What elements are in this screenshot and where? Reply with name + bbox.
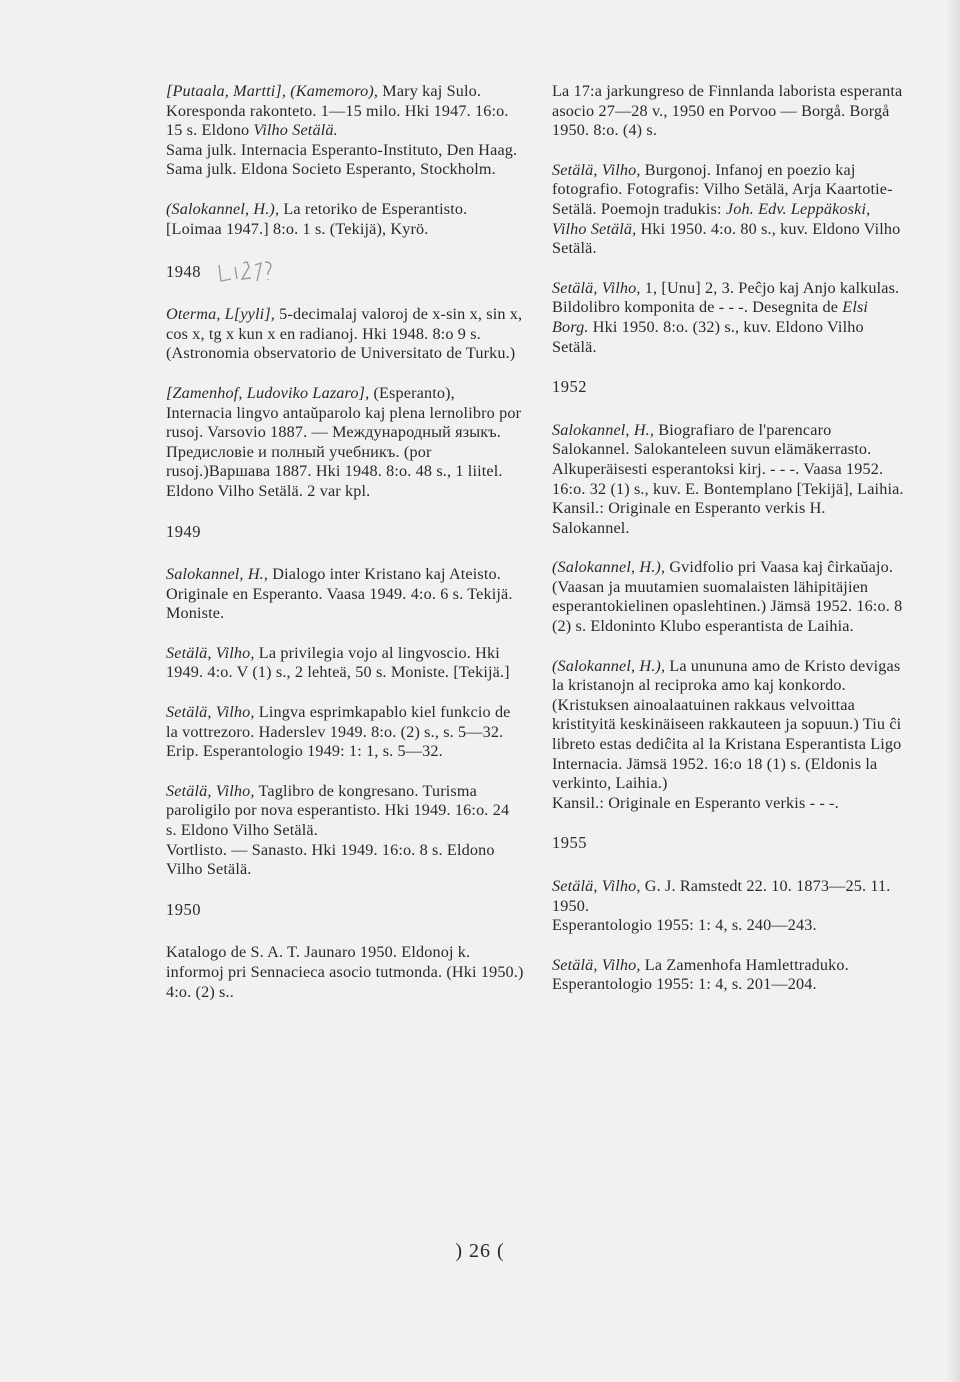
bib-entry — [166, 703, 524, 762]
bib-entry — [166, 782, 524, 880]
bib-entry — [552, 877, 907, 936]
entry-translator: Joh. Edv. Leppäkoski, Vilho Setälä, — [552, 199, 871, 238]
bib-entry — [166, 305, 524, 364]
entry-author: Setälä, Vilho, — [552, 955, 641, 974]
entry-author: Setälä, Vilho, — [552, 278, 641, 297]
year-heading: 1952 — [552, 377, 587, 397]
bib-entry — [166, 384, 524, 502]
entry-author: Setälä, Vilho, — [166, 781, 255, 800]
entry-text: La Zamenhofa Hamlettraduko. — [644, 955, 849, 974]
handwritten-annotation — [215, 259, 275, 285]
entry-text: 1, [Unu] 2, 3. Peĉjo kaj Anjo kalkulas. Bildolibro komponita de - - -. Desegnita de — [552, 278, 900, 317]
entry-text: Hki 1950. 8:o. (32) s., kuv. Eldono Vilho Setälä. — [552, 317, 864, 356]
entry-text: Katalogo de S. A. T. Jaunaro 1950. Eldonoj k. informoj pri Sennacieca asocio tutmonda. (Hki 1950.) 4:o. (2) s.. — [166, 943, 524, 1001]
entry-illustrator: Elsi Borg. — [552, 298, 869, 336]
entry-text: 5-decimalaj valoroj de x-sin x, sin x, cos x, tg x kun x en radianoj. Hki 1948. 8:o 9 s. (Astronomia observatorio de Universitato de Turku.) — [166, 305, 523, 363]
entry-text: Mary kaj Sulo. Koresponda rakonteto. 1—15 milo. Hki 1947. 16:o. 15 s. Eldono — [166, 82, 509, 140]
entry-note: Esperantologio 1955: 1: 4, s. 201—204. — [552, 975, 817, 994]
entry-author: Salokannel, H., — [552, 420, 655, 439]
entry-author: (Salokannel, H.), — [552, 656, 666, 675]
entry-text: La unununa amo de Kristo devigas la kristanojn al reciproka amo kaj konkordo. (Kristuksen ainoalaatuinen rakkaus velvoittaa kristityitä keskinäiseen rakkauteen ja sopuun.) Tiu ĉi libreto estas dediĉita al la Kristana Esperantista Ligo Internacia. Jämsä 1952. 16:o 18 (1) s. (Eldonis la verkinto, Laihia.) — [552, 656, 902, 793]
entry-text: Burgonoj. Infanoj en poezio kaj fotografio. Fotografis: Vilho Setälä, Arja Kaartotie-Setälä. Poemojn tradukis: — [552, 160, 893, 218]
entry-author: [Putaala, Martti], (Kamemoro), — [166, 82, 379, 100]
entry-note: Vortlisto. — Sanasto. Hki 1949. 16:o. 8 s. Eldono Vilho Setälä. — [166, 840, 495, 879]
entry-note: Sama julk. Internacia Esperanto-Instituto, Den Haag. — [166, 140, 518, 159]
entry-note: Erip. Esperantologio 1949: 1: 1, s. 5—32. — [166, 742, 443, 761]
entry-text: La privilegia vojo al lingvoscio. Hki 1949. 4:o. V (1) s., 2 lehteä, 50 s. Moniste. [Tekijä.] — [166, 643, 510, 682]
entry-text: La retoriko de Esperantisto. [Loimaa 1947.] 8:o. 1 s. (Tekijä), Kyrö. — [166, 199, 468, 238]
entry-text: (Esperanto), Internacia lingvo antaŭparolo kaj plena lernolibro por rusoj. Varsovio 1887. — Международный языкъ. Предисловiе и полный учебникъ. (por rusoj.)Варшава 1887. Hki 1948. 8:o. 48 s., 1 liitel. Eldono Vilho Setälä. 2 var kpl. — [166, 383, 522, 500]
bib-entry — [166, 943, 524, 1002]
left-column — [166, 82, 524, 1022]
entry-author: Setälä, Vilho, — [166, 703, 255, 722]
entry-author: Setälä, Vilho, — [552, 160, 641, 179]
entry-text: Lingva esprimkapablo kiel funkcio de la vottrezoro. Haderslev 1949. 8:o. (2) s., s. 5—32. — [166, 703, 511, 741]
entry-author: (Salokannel, H.), — [552, 558, 666, 577]
bib-entry — [166, 644, 524, 683]
entry-text: Dialogo inter Kristano kaj Ateisto. Originale en Esperanto. Vaasa 1949. 4:o. 6 s. Tekijä. Moniste. — [166, 565, 513, 623]
entry-author: Setälä, Vilho, — [552, 877, 641, 895]
year-heading-row — [166, 259, 524, 285]
entry-editor: Vilho Setälä. — [253, 121, 338, 140]
year-heading: 1950 — [166, 899, 201, 919]
bib-entry — [552, 558, 907, 636]
entry-author: Salokannel, H., — [166, 565, 269, 584]
year-heading: 1948 — [166, 262, 201, 282]
entry-note: Kansil.: Originale en Esperanto verkis - - -. — [552, 793, 839, 812]
bib-entry — [552, 956, 907, 995]
entry-text: G. J. Ramstedt 22. 10. 1873—25. 11. 1950. — [552, 877, 891, 915]
bib-entry — [166, 82, 524, 180]
entry-text: La 17:a jarkungreso de Finnlanda laborista esperanta asocio 27—28 v., 1950 en Porvoo — Borgå. Borgå 1950. 8:o. (4) s. — [552, 82, 903, 140]
entry-text: Gvidfolio pri Vaasa kaj ĉirkaŭajo. (Vaasan ja muutamien suomalaisten lähipitäjien esperantokielinen opaslehtinen.) Jämsä 1952. 16:o. 8 (2) s. Eldoninto Klubo esperantista de Laihia. — [552, 558, 903, 636]
entry-note: Esperantologio 1955: 1: 4, s. 240—243. — [552, 916, 817, 935]
bib-entry — [552, 161, 907, 259]
right-column — [552, 82, 907, 1015]
year-heading: 1955 — [552, 833, 587, 853]
year-heading: 1949 — [166, 521, 201, 541]
page-number: ) 26 ( — [455, 1240, 505, 1262]
bib-entry — [552, 421, 907, 539]
entry-text: Taglibro de kongresano. Turisma paroligilo por nova esperantisto. Hki 1949. 16:o. 24 s. Eldono Vilho Setälä. — [166, 781, 510, 840]
entry-note: Sama julk. Eldona Societo Esperanto, Stockholm. — [166, 160, 496, 179]
scan-edge-shadow — [946, 0, 960, 1382]
bib-entry — [552, 82, 907, 141]
bib-entry — [552, 657, 907, 814]
entry-author: [Zamenhof, Ludoviko Lazaro], — [166, 383, 370, 402]
bib-entry — [166, 565, 524, 624]
entry-author: Oterma, L[yyli], — [166, 305, 275, 324]
entry-text: Hki 1950. 4:o. 80 s., kuv. Eldono Vilho Setälä. — [552, 219, 901, 258]
entry-author: Setälä, Vilho, — [166, 643, 255, 662]
entry-author: (Salokannel, H.), — [166, 199, 280, 218]
entry-note: Kansil.: Originale en Esperanto verkis H. Salokannel. — [552, 499, 826, 537]
bib-entry — [552, 279, 907, 357]
bib-entry — [166, 200, 524, 239]
entry-text: Biografiaro de l'parencaro Salokannel. Salokanteleen suvun elämäkerrasto. Alkuperäisesti esperantoksi kirj. - - -. Vaasa 1952. 16:o. 32 (1) s., kuv. E. Bontemplano [Tekijä], Laihia. — [552, 420, 904, 498]
